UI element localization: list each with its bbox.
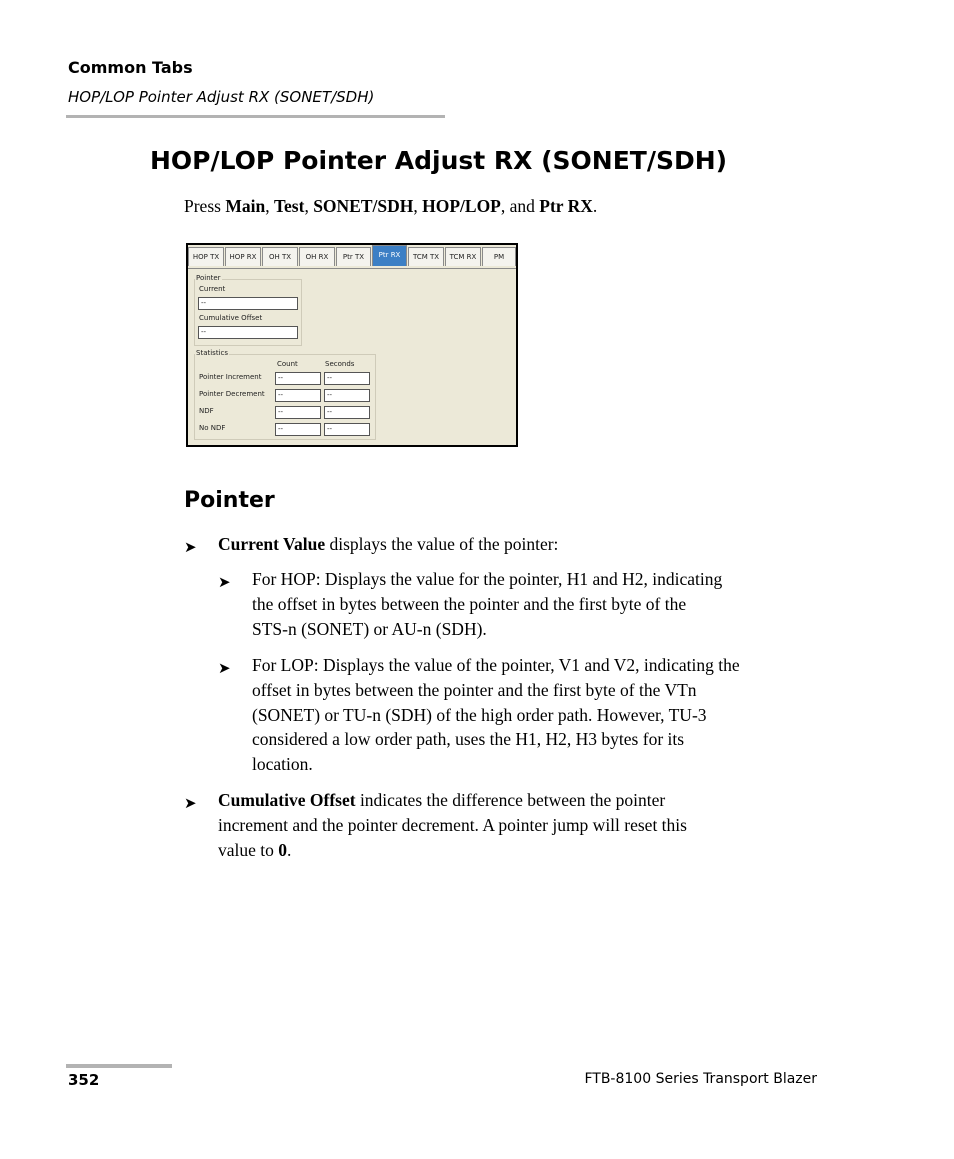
tab-pm[interactable] [482, 247, 516, 266]
tab-ptr-tx[interactable] [336, 247, 371, 266]
stat-row-label: NDF [199, 407, 214, 415]
bullet-arrow-icon: ➤ [184, 538, 197, 556]
stat-row-label: Pointer Decrement [199, 390, 265, 398]
pointer-group-label: Pointer [196, 274, 221, 282]
tab-strip [188, 245, 518, 269]
bullet-line: (SONET) or TU-n (SDH) of the high order path. However, TU-3 [252, 704, 707, 725]
stat-row-label: Pointer Increment [199, 373, 262, 381]
tab-label: HOP RX [229, 253, 257, 261]
bullet-line: increment and the pointer decrement. A pointer jump will reset this [218, 814, 687, 835]
instr-sep: , [265, 196, 274, 216]
subbullet-hop [252, 567, 722, 641]
running-header-subsection: HOP/LOP Pointer Adjust RX (SONET/SDH) [68, 88, 375, 106]
stat-count-field[interactable]: -- [275, 372, 321, 385]
term-current-value: Current Value [218, 534, 326, 554]
bullet-line: For LOP: Displays the value of the pointer, V1 and V2, indicating the [252, 655, 740, 675]
stat-count-field[interactable]: -- [275, 389, 321, 402]
bullet-line: offset in bytes between the pointer and the first byte of the VTn [252, 679, 697, 700]
term-zero: 0 [278, 839, 288, 860]
bullet-line [218, 838, 687, 863]
tab-label: PM [493, 253, 505, 261]
statistics-group-label: Statistics [196, 349, 228, 357]
bullet-cumulative-offset [218, 788, 687, 862]
instr-sep: , [413, 196, 423, 216]
pointer-heading: Pointer [184, 488, 275, 513]
tab-ptr-rx[interactable] [372, 245, 407, 266]
stat-count-field[interactable]: -- [275, 423, 321, 436]
term-cumulative-offset: Cumulative Offset [218, 790, 356, 810]
bullet-text: value to [218, 839, 279, 860]
instr-test: Test [273, 196, 305, 216]
instr-main: Main [225, 196, 266, 216]
footer-rule [66, 1064, 172, 1068]
stat-seconds-field[interactable]: -- [324, 389, 370, 402]
tab-tcm-tx[interactable] [408, 247, 444, 266]
cumulative-offset-field[interactable]: -- [198, 326, 298, 339]
seconds-column-header: Seconds [325, 360, 355, 368]
tab-divider [188, 268, 518, 269]
page-title: HOP/LOP Pointer Adjust RX (SONET/SDH) [150, 146, 728, 175]
instr-press: Press [184, 196, 226, 216]
current-label: Current [199, 285, 226, 293]
bullet-text: indicates the difference between the pointer [355, 790, 666, 810]
instr-hoplop: HOP/LOP [422, 196, 501, 216]
stat-row-label: No NDF [199, 424, 226, 432]
ptr-rx-screenshot [186, 243, 518, 447]
instr-sonet: SONET/SDH [313, 196, 414, 216]
bullet-line: considered a low order path, uses the H1, H2, H3 bytes for its [252, 729, 685, 750]
footer-doc-title: FTB-8100 Series Transport Blazer [584, 1071, 817, 1087]
header-rule [66, 115, 445, 118]
instr-end: . [592, 196, 598, 216]
bullet-text: . [287, 839, 292, 860]
tab-oh-rx[interactable] [299, 247, 335, 266]
stat-count-field[interactable]: -- [275, 406, 321, 419]
stat-seconds-field[interactable]: -- [324, 423, 370, 436]
current-field[interactable]: -- [198, 297, 298, 310]
tab-tcm-rx[interactable] [445, 247, 481, 266]
running-header-section: Common Tabs [68, 58, 193, 77]
tab-hop-rx[interactable] [225, 247, 261, 266]
tab-hop-tx[interactable] [188, 247, 224, 266]
stat-seconds-field[interactable]: -- [324, 372, 370, 385]
instruction-text [184, 196, 597, 217]
tab-label: OH RX [305, 253, 329, 261]
cumulative-offset-label: Cumulative Offset [199, 314, 263, 322]
instr-ptrrx: Ptr RX [539, 196, 593, 216]
page-number: 352 [68, 1071, 100, 1089]
bullet-line: For HOP: Displays the value for the pointer, H1 and H2, indicating [252, 569, 723, 589]
tab-oh-tx[interactable] [262, 247, 298, 266]
instr-sep: , [304, 196, 314, 216]
tab-label: Ptr TX [342, 253, 365, 261]
tab-label: TCM RX [449, 253, 477, 261]
bullet-line: the offset in bytes between the pointer and the first byte of the [252, 593, 687, 614]
bullet-line: STS-n (SONET) or AU-n (SDH). [252, 618, 487, 639]
bullet-text: displays the value of the pointer: [325, 534, 559, 554]
bullet-line [218, 788, 687, 813]
tab-label: TCM TX [412, 253, 440, 261]
tab-label: HOP TX [192, 253, 220, 261]
stat-seconds-field[interactable]: -- [324, 406, 370, 419]
count-column-header: Count [277, 360, 298, 368]
bullet-arrow-icon: ➤ [184, 794, 197, 812]
tab-label: Ptr RX [378, 251, 401, 259]
tab-label: OH TX [268, 253, 292, 261]
subbullet-lop [252, 653, 740, 777]
bullet-current-value [218, 532, 558, 557]
bullet-arrow-icon: ➤ [218, 659, 231, 677]
instr-sep: , and [500, 196, 540, 216]
bullet-line: location. [252, 754, 313, 775]
bullet-arrow-icon: ➤ [218, 573, 231, 591]
